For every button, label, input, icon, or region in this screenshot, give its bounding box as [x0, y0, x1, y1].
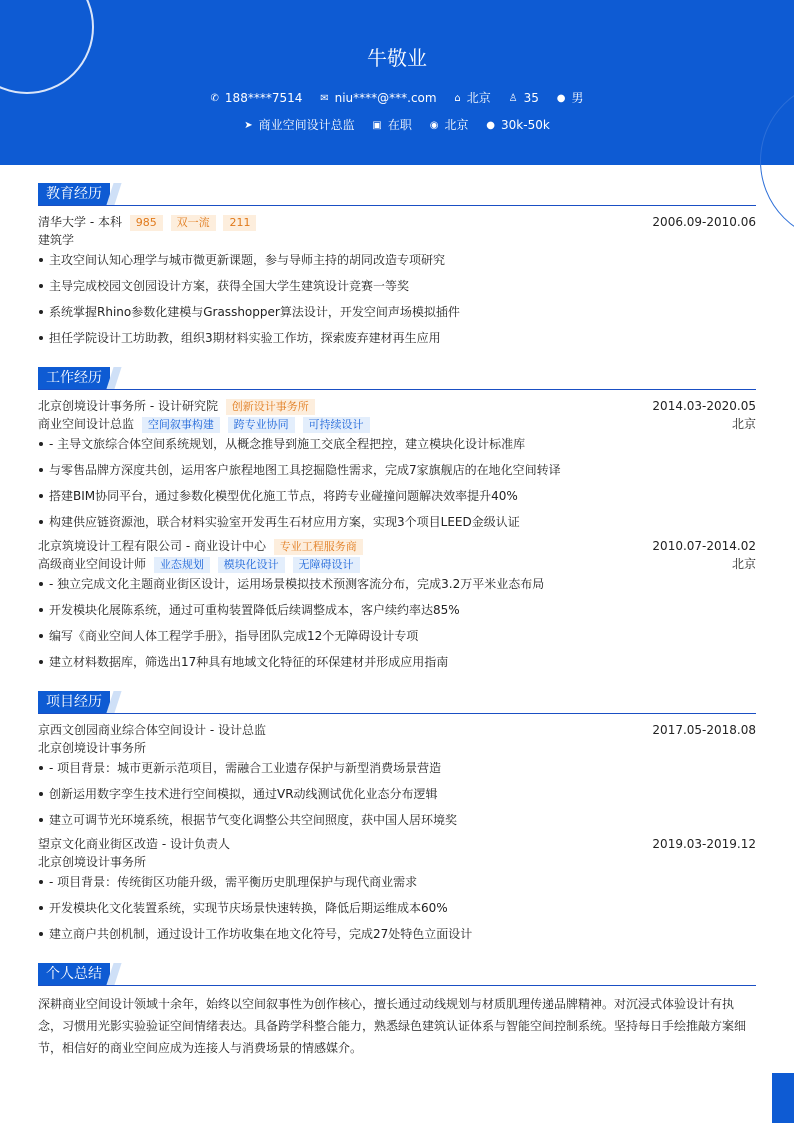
list-item: 担任学院设计工坊助教，组织3期材料实验工作坊，探索废弃建材再生应用	[38, 329, 756, 347]
skill-tag: 模块化设计	[218, 557, 285, 573]
list-item: 构建供应链资源池，联合材料实验室开发再生石材应用方案，实现3个项目LEED金级认证	[38, 513, 756, 531]
salary-item: ● 30k-50k	[486, 117, 550, 132]
list-item: 搭建BIM协同平台，通过参数化模型优化施工节点，将跨专业碰撞问题解决效率提升40%	[38, 487, 756, 505]
list-item: - 项目背景：传统街区功能升级，需平衡历史肌理保护与现代商业需求	[38, 873, 756, 891]
work-city: 北京	[731, 557, 756, 571]
position-icon: ➤	[244, 120, 253, 131]
work-city: 北京	[731, 417, 756, 431]
work-header	[38, 537, 756, 555]
section-work	[38, 367, 756, 390]
gender-icon: ●	[556, 93, 566, 104]
school: 清华大学 - 本科	[38, 215, 122, 229]
job-title: 商业空间设计总监	[38, 417, 135, 431]
work-period: 2010.07-2014.02	[652, 539, 756, 553]
status-item: ▣ 在职	[372, 118, 412, 132]
location-item: ◉ 北京	[429, 118, 469, 132]
list-item: 建立材料数据库，筛选出17种具有地域文化特征的环保建材并形成应用指南	[38, 653, 756, 671]
list-item: - 独立完成文化主题商业街区设计，运用场景模拟技术预测客流分布，完成3.2万平米业态布局	[38, 575, 756, 593]
skill-tag: 无障碍设计	[293, 557, 360, 573]
list-item: 编写《商业空间人体工程学手册》，指导团队完成12个无障碍设计专项	[38, 627, 756, 645]
project-period: 2017.05-2018.08	[652, 723, 756, 737]
list-item: 建立可调节光环境系统，根据节气变化调整公共空间照度，获中国人居环境奖	[38, 811, 756, 829]
job-title: 高级商业空间设计师	[38, 557, 147, 571]
phone-icon: ✆	[210, 92, 219, 104]
list-item: - 项目背景：城市更新示范项目，需融合工业遗存保护与新型消费场景营造	[38, 759, 756, 777]
list-item: 创新运用数字孪生技术进行空间模拟，通过VR动线测试优化业态分布逻辑	[38, 785, 756, 803]
contact-row	[0, 89, 794, 106]
list-item: - 主导文旅综合体空间系统规划，从概念推导到施工交底全程把控，建立模块化设计标准库	[38, 435, 756, 453]
candidate-name: 牛敬业	[367, 46, 427, 70]
project-name: 京西文创园商业综合体空间设计 - 设计总监	[38, 723, 266, 737]
email-item: ✉ niu****@***.com	[320, 90, 437, 105]
school-tag: 211	[223, 215, 256, 231]
age-icon: ♙	[508, 92, 518, 104]
list-item: 与零售品牌方深度共创，运用客户旅程地图工具挖掘隐性需求，完成7家旗舰店的在地化空间转译	[38, 461, 756, 479]
salary-icon: ●	[486, 119, 496, 131]
header-banner	[0, 0, 794, 165]
phone-item: ✆ 188****7514	[210, 90, 303, 105]
work-period: 2014.03-2020.05	[652, 399, 756, 413]
list-item: 系统掌握Rhino参数化建模与Grasshopper算法设计，开发空间声场模拟插件	[38, 303, 756, 321]
education-period: 2006.09-2010.06	[652, 215, 756, 229]
list-item: 主攻空间认知心理学与城市微更新课题，参与导师主持的胡同改造专项研究	[38, 251, 756, 269]
skill-tag: 空间叙事构建	[142, 417, 220, 433]
project-period: 2019.03-2019.12	[652, 837, 756, 851]
company: 北京创境设计事务所 - 设计研究院	[38, 399, 218, 413]
skill-tag: 可持续设计	[303, 417, 370, 433]
section-title: 教育经历	[38, 183, 110, 205]
job-intent-row	[0, 116, 794, 133]
briefcase-icon: ▣	[372, 120, 382, 131]
summary-text: 深耕商业空间设计领域十余年，始终以空间叙事性为创作核心，擅长通过动线规划与材质肌理传递品牌精神。对沉浸式体验设计有执念，习惯用光影实验验证空间情绪表达。具备跨学科整合能力，熟悉绿色建筑认证体系与智能空间控制系统。坚持每日手绘推敲方案细节，相信好的商业空间应成为连接人与消费场景的情感媒介。	[38, 997, 747, 1055]
section-summary	[38, 963, 756, 986]
list-item: 建立商户共创机制，通过设计工作坊收集在地文化符号，完成27处特色立面设计	[38, 925, 756, 943]
work-header	[38, 397, 756, 415]
project-name: 望京文化商业街区改造 - 设计负责人	[38, 837, 230, 851]
position-item: ➤ 商业空间设计总监	[244, 118, 355, 132]
project-header	[38, 835, 756, 853]
company: 北京筑境设计工程有限公司 - 商业设计中心	[38, 539, 266, 553]
corner-accent	[772, 1073, 794, 1123]
work-role	[38, 415, 756, 433]
major: 建筑学	[38, 233, 75, 247]
list-item: 开发模块化展陈系统，通过可重构装置降低后续调整成本，客户续约率达85%	[38, 601, 756, 619]
section-projects	[38, 691, 756, 714]
gender-item: ● 男	[556, 91, 584, 105]
education-header	[38, 213, 756, 231]
home-icon: ⌂	[454, 93, 461, 104]
project-header	[38, 721, 756, 739]
section-title: 个人总结	[38, 963, 110, 985]
mail-icon: ✉	[320, 92, 329, 104]
age-item: ♙ 35	[508, 90, 539, 105]
section-title: 项目经历	[38, 691, 110, 713]
section-title: 工作经历	[38, 367, 110, 389]
project-org: 北京创境设计事务所	[38, 741, 147, 755]
company-tag: 专业工程服务商	[274, 539, 363, 555]
skill-tag: 跨专业协同	[228, 417, 295, 433]
list-item: 开发模块化文化装置系统，实现节庆场景快速转换，降低后期运维成本60%	[38, 899, 756, 917]
section-education	[38, 183, 756, 206]
work-role	[38, 555, 756, 573]
list-item: 主导完成校园文创园设计方案，获得全国大学生建筑设计竞赛一等奖	[38, 277, 756, 295]
school-tag: 985	[130, 215, 163, 231]
home-item: ⌂ 北京	[454, 91, 491, 105]
company-tag: 创新设计事务所	[226, 399, 315, 415]
school-tag: 双一流	[171, 215, 216, 231]
skill-tag: 业态规划	[154, 557, 210, 573]
project-org: 北京创境设计事务所	[38, 855, 147, 869]
location-icon: ◉	[429, 120, 439, 131]
